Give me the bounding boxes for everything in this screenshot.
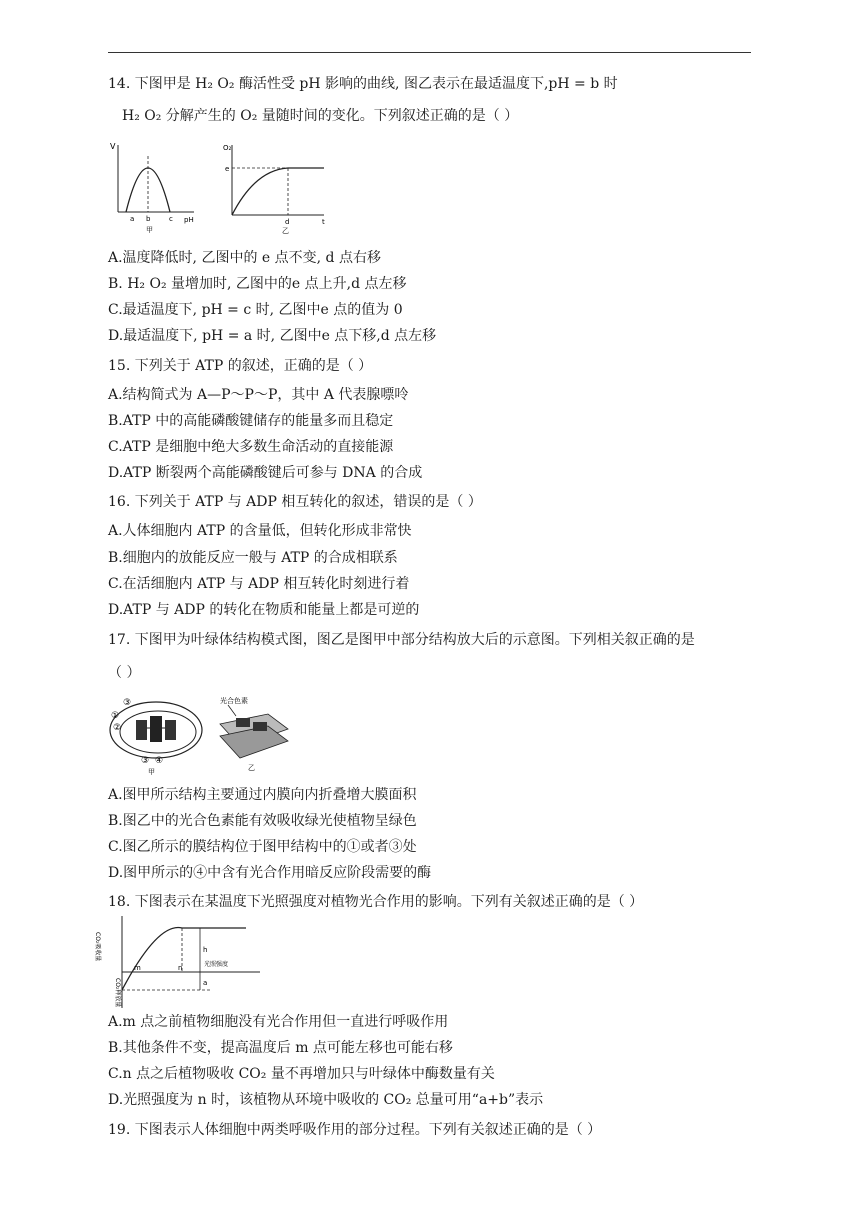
q17-option-b: B.图乙中的光合色素能有效吸收绿光使植物呈绿色 — [108, 813, 417, 829]
yi-y-label: O₂ — [223, 144, 232, 152]
q17-caption-jia: 甲 — [148, 768, 155, 776]
q14-stem-line2: H₂ O₂ 分解产生的 O₂ 量随时间的变化。下列叙述正确的是（ ） — [122, 108, 519, 124]
q18-y-top-label: CO₂吸收量 — [94, 932, 101, 962]
q16-stem: 16. 下列关于 ATP 与 ADP 相互转化的叙述，错误的是（ ） — [108, 494, 482, 510]
jia-tick-a: a — [130, 215, 135, 223]
yi-caption: 乙 — [282, 227, 289, 235]
q14-stem-line1: 14. 下图甲是 H₂ O₂ 酶活性受 pH 影响的曲线, 图乙表示在最适温度下,pH = b 时 — [108, 76, 618, 92]
q18-figure — [94, 914, 273, 1010]
q14-option-a: A.温度降低时, 乙图中的 e 点不变, d 点右移 — [108, 250, 381, 266]
q17-stem-paren: （ ） — [108, 665, 141, 681]
q17-caption-yi: 乙 — [248, 764, 255, 772]
q15-option-d: D.ATP 断裂两个高能磷酸键后可参与 DNA 的合成 — [108, 465, 423, 481]
q18-option-d: D.光照强度为 n 时，该植物从环境中吸收的 CO₂ 总量可用“a+b”表示 — [108, 1092, 544, 1108]
pigment-label: 光合色素 — [220, 697, 248, 705]
jia-tick-b: b — [146, 215, 151, 223]
q16-option-a: A.人体细胞内 ATP 的含量低，但转化形成非常快 — [108, 523, 412, 539]
q18-a-label: a — [203, 979, 208, 987]
jia-caption: 甲 — [146, 226, 153, 234]
q15-option-c: C.ATP 是细胞中绝大多数生命活动的直接能源 — [108, 439, 394, 455]
q18-option-b: B.其他条件不变，提高温度后 m 点可能左移也可能右移 — [108, 1040, 453, 1056]
q18-option-c: C.n 点之后植物吸收 CO₂ 量不再增加只与叶绿体中酶数量有关 — [108, 1066, 495, 1082]
q19-stem: 19. 下图表示人体细胞中两类呼吸作用的部分过程。下列有关叙述正确的是（ ） — [108, 1122, 602, 1138]
yi-x-label: t — [322, 218, 325, 226]
jia-x-label: pH — [184, 216, 194, 224]
q16-option-d: D.ATP 与 ADP 的转化在物质和能量上都是可逆的 — [108, 602, 420, 618]
chloroplast-label-1: ① — [111, 711, 120, 721]
q17-option-d: D.图甲所示的④中含有光合作用暗反应阶段需要的酶 — [108, 865, 432, 881]
chloroplast-label-2: ② — [113, 723, 122, 733]
q18-stem: 18. 下图表示在某温度下光照强度对植物光合作用的影响。下列有关叙述正确的是（ ） — [108, 894, 644, 910]
q15-option-a: A.结构简式为 A—P～P～P，其中 A 代表腺嘌呤 — [108, 387, 409, 403]
q17-stem: 17. 下图甲为叶绿体结构模式图，图乙是图甲中部分结构放大后的示意图。下列相关叙正确的是 — [108, 632, 695, 648]
q14-figure-jia — [108, 140, 208, 235]
yi-d-label: d — [285, 218, 290, 226]
q17-figure — [108, 694, 293, 776]
q15-stem: 15. 下列关于 ATP 的叙述，正确的是（ ） — [108, 358, 373, 374]
header-rule — [108, 52, 751, 53]
q17-option-c: C.图乙所示的膜结构位于图甲结构中的①或者③处 — [108, 839, 417, 855]
q16-option-b: B.细胞内的放能反应一般与 ATP 的合成相联系 — [108, 550, 398, 566]
jia-y-label: V — [110, 142, 116, 151]
q14-option-d: D.最适温度下, pH = a 时, 乙图中e 点下移,d 点左移 — [108, 328, 437, 344]
q14-figure-yi — [220, 140, 335, 235]
q18-x-label: 光照强度 — [204, 961, 229, 968]
q14-option-b: B. H₂ O₂ 量增加时, 乙图中的e 点上升,d 点左移 — [108, 276, 407, 292]
q17-option-a: A.图甲所示结构主要通过内膜向内折叠增大膜面积 — [108, 787, 417, 803]
q18-y-bottom-label: CO₂释放量 — [114, 978, 121, 1008]
q18-h-label: h — [203, 946, 208, 954]
yi-e-label: e — [225, 165, 230, 173]
chloroplast-label-4: ④ — [155, 756, 164, 766]
jia-tick-c: c — [169, 215, 173, 223]
q18-option-a: A.m 点之前植物细胞没有光合作用但一直进行呼吸作用 — [108, 1014, 449, 1030]
chloroplast-label-3-top: ③ — [123, 698, 132, 708]
q16-option-c: C.在活细胞内 ATP 与 ADP 相互转化时刻进行着 — [108, 576, 410, 592]
chloroplast-label-3: ③ — [141, 756, 150, 766]
q18-m-label: m — [134, 964, 141, 972]
q15-option-b: B.ATP 中的高能磷酸键储存的能量多而且稳定 — [108, 413, 394, 429]
q14-option-c: C.最适温度下, pH = c 时, 乙图中e 点的值为 0 — [108, 302, 403, 318]
q18-n-label: n — [178, 964, 183, 972]
